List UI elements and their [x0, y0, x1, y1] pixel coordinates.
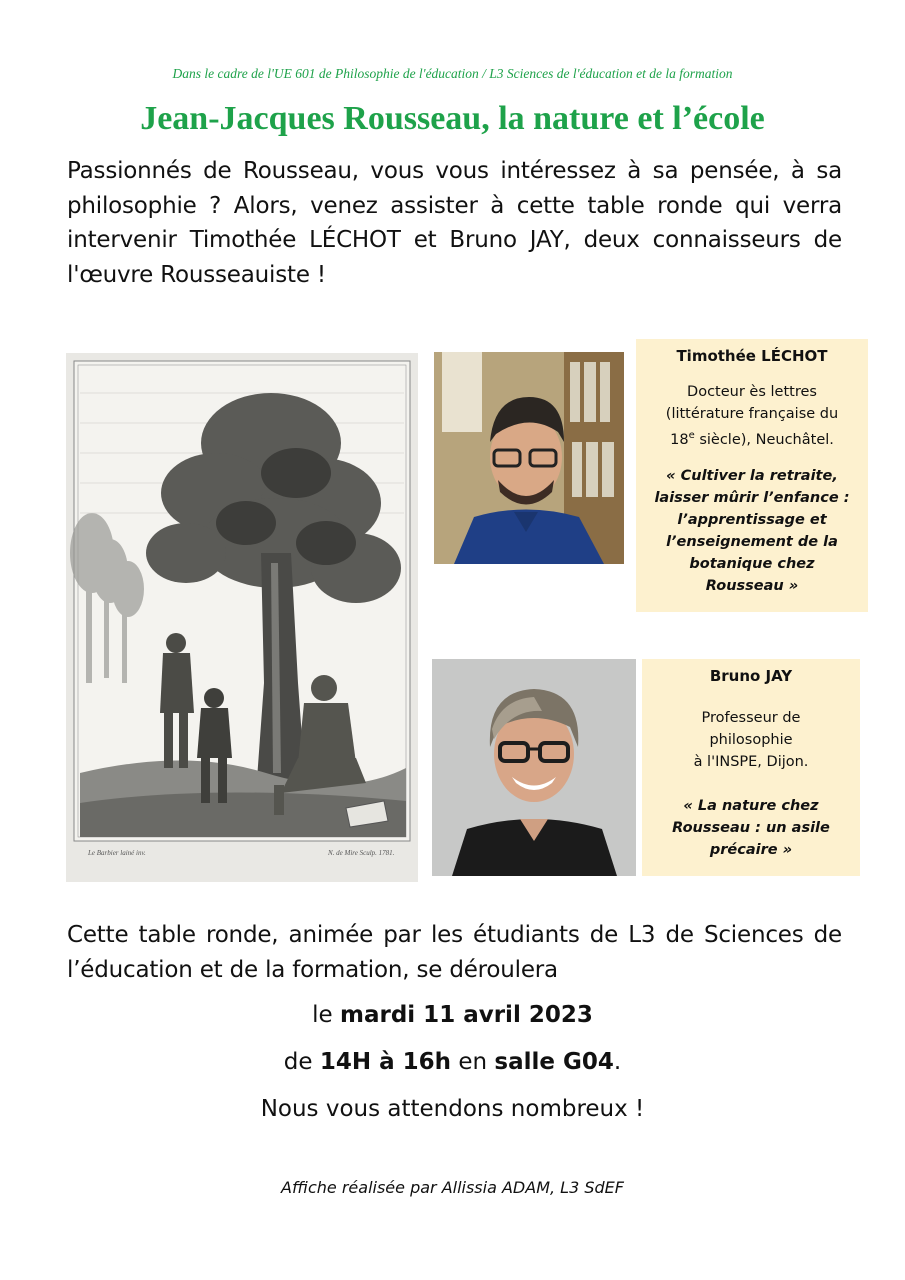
speaker-name: Timothée LÉCHOT — [676, 347, 828, 365]
speaker-description-line: (littérature française du — [665, 406, 839, 422]
speaker-description-line: Docteur ès lettres — [687, 384, 817, 400]
event-room: salle G04 — [494, 1049, 614, 1075]
event-date: mardi 11 avril 2023 — [340, 1002, 593, 1028]
speaker-description-line: Professeur de — [701, 710, 801, 726]
speaker-description-line: philosophie — [709, 732, 793, 748]
talk-title: « Cultiver la retraite, laisser mûrir l’enfance : l’apprentissage et l’enseignement de la botanique chez Rousseau » — [654, 467, 850, 594]
engraving-signature-left: Le Barbier lainé inv. — [88, 849, 146, 857]
date-prefix: le — [312, 1002, 340, 1028]
room-prefix: en — [451, 1049, 495, 1075]
speaker-card-lechot — [636, 339, 868, 612]
intro-paragraph: Passionnés de Rousseau, vous vous intéressez à sa pensée, à sa philosophie ? Alors, venez assister à cette table ronde qui verra intervenir Timothée LÉCHOT et Bruno JAY, deux connaisseurs de l'œuvre Rousseauiste ! — [67, 158, 842, 288]
engraving-illustration — [66, 353, 418, 882]
event-time: 14H à 16h — [319, 1049, 452, 1075]
speaker-description-line — [636, 425, 868, 451]
portrait-jay — [432, 659, 636, 876]
page-title: Jean-Jacques Rousseau, la nature et l’école — [140, 100, 765, 137]
talk-title: « La nature chez Rousseau : un asile précaire » — [672, 798, 830, 858]
closing-line: Nous vous attendons nombreux ! — [260, 1096, 645, 1122]
speaker-description-line: à l'INSPE, Dijon. — [693, 754, 809, 770]
engraving-signature-right: N. de Mire Sculp. 1781. — [328, 849, 395, 857]
portrait-lechot — [434, 352, 624, 564]
speaker-photo-lechot — [434, 352, 624, 564]
speaker-card-jay — [642, 659, 860, 876]
room-suffix: . — [613, 1049, 622, 1075]
century-suffix: e — [688, 430, 695, 441]
event-description: Cette table ronde, animée par les étudiants de L3 de Sciences de l’éducation et de la formation, se déroulera — [67, 922, 842, 983]
poster-credit: Affiche réalisée par Allissia ADAM, L3 SdEF — [281, 1178, 624, 1197]
speaker-photo-jay — [432, 659, 636, 876]
event-time-line — [0, 1049, 905, 1075]
time-prefix: de — [283, 1049, 320, 1075]
speaker-description — [642, 707, 860, 773]
century-number: 18 — [670, 431, 689, 448]
speaker-description — [636, 381, 868, 451]
century-rest: siècle), Neuchâtel. — [694, 431, 834, 448]
event-date-line — [0, 1002, 905, 1028]
engraving-drawing — [66, 353, 418, 882]
speaker-name: Bruno JAY — [709, 667, 793, 685]
context-line: Dans le cadre de l'UE 601 de Philosophie de l'éducation / L3 Sciences de l'éducation et de la formation — [172, 66, 733, 81]
